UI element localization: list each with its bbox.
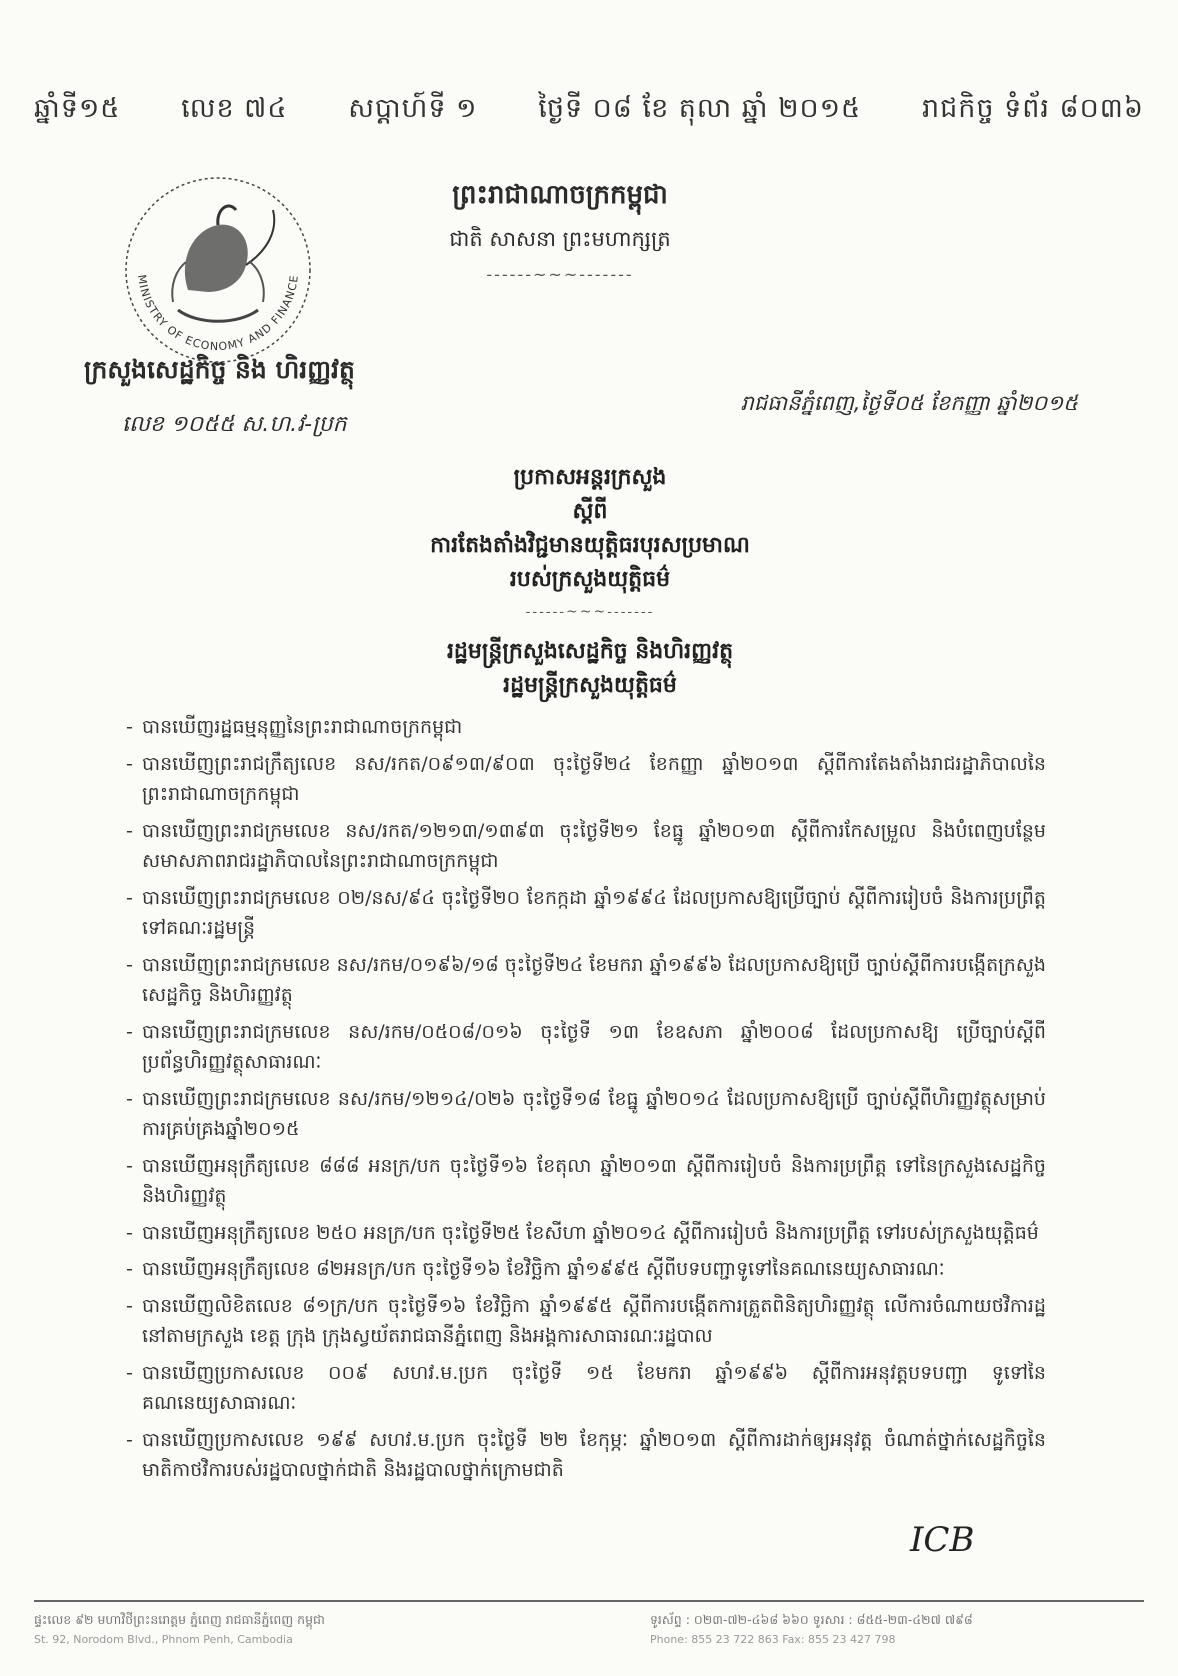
title-line-2: ស្តីពី (572, 498, 608, 524)
list-item: - បានឃើញប្រកាសលេខ ១៩៩ សហវ.ម.ប្រក ចុះថ្ងៃទី ២២ ខែកុម្ភៈ ឆ្នាំ២០១៣ ស្តីពីការដាក់ឲ្យអនុវត្ត ចំណាត់ថ្នាក់សេដ្ឋកិច្ចនៃមាតិកាថវិការបស់រដ្ឋបាលថ្នាក់ជាតិ និងរដ្ឋបាលថ្នាក់ក្រោមជាតិ (126, 1425, 1046, 1486)
ornament-divider: ------~~~------- (486, 265, 634, 284)
list-item: - បានឃើញលិខិតលេខ ៨១ក្រ/បក ចុះថ្ងៃទី១៦ ខែវិច្ឆិកា ឆ្នាំ១៩៩៥ ស្តីពីការបង្កើតការត្រួតពិនិត្យហិរញ្ញវត្ថុ លើការចំណាយថវិការដ្ឋ នៅតាមក្រសួង ខេត្ត ក្រុង ក្រុងស្វយ័តរាជធានីភ្នំពេញ និងអង្គការសាធារណៈរដ្ឋបាល (126, 1291, 1046, 1352)
clause-text: បានឃើញព្រះរាជក្រមលេខ នស/រកម/០១៩៦/១៨ ចុះថ្ងៃទី២៤ ខែមករា ឆ្នាំ១៩៩៦ ដែលប្រកាសឱ្យប្រើ ច្បាប់ស្តីពីការបង្កើតក្រសួងសេដ្ឋកិច្ច និងហិរញ្ញវត្ថុ (142, 953, 1046, 1006)
gazette-issue: លេខ ៧៤ (181, 93, 288, 124)
title-line-1: ប្រកាសអន្តរក្រសួង (513, 464, 667, 490)
clause-text: បានឃើញព្រះរាជក្រមលេខ នស/រកម/០៥០៨/០១៦ ចុះថ្ងៃទី ១៣ ខែឧសភា ឆ្នាំ២០០៨ ដែលប្រកាសឱ្យ ប្រើច្បាប់ស្តីពីប្រព័ន្ធហិរញ្ញវត្ថុសាធារណៈ (142, 1020, 1046, 1073)
footer-address-en: St. 92, Norodom Blvd., Phnom Penh, Cambodia (34, 1633, 293, 1646)
list-item: - បានឃើញរដ្ឋធម្មនុញ្ញនៃព្រះរាជាណាចក្រកម្ពុជា (126, 712, 1046, 743)
list-item: - បានឃើញព្រះរាជក្រមលេខ នស/រកម/០១៩៦/១៨ ចុះថ្ងៃទី២៤ ខែមករា ឆ្នាំ១៩៩៦ ដែលប្រកាសឱ្យប្រើ ច្បាប់ស្តីពីការបង្កើតក្រសួងសេដ្ឋកិច្ច និងហិរញ្ញវត្ថុ (126, 950, 1046, 1011)
ministry-seal (118, 170, 318, 370)
clause-text: បានឃើញព្រះរាជក្រឹត្យលេខ នស/រកត/០៩១៣/៩០៣ ចុះថ្ងៃទី២៤ ខែកញ្ញា ឆ្នាំ២០១៣ ស្តីពីការតែងតាំងរាជរដ្ឋាភិបាលនៃព្រះរាជាណាចក្រកម្ពុជា (142, 752, 1046, 805)
gazette-year: ឆ្នាំទី១៥ (34, 93, 121, 124)
gazette-week: សប្តាហ៍ទី ១ (348, 93, 478, 124)
clause-text: បានឃើញព្រះរាជក្រមលេខ ០២/នស/៩៤ ចុះថ្ងៃទី២០ ខែកក្កដា ឆ្នាំ១៩៩៤ ដែលប្រកាសឱ្យប្រើច្បាប់ ស្តីពីការរៀបចំ និងការប្រព្រឹត្តទៅគណៈរដ្ឋមន្ត្រី (142, 886, 1046, 939)
clause-text: បានឃើញព្រះរាជក្រមលេខ នស/រកម/១២១៤/០២៦ ចុះថ្ងៃទី១៨ ខែធ្នូ ឆ្នាំ២០១៤ ដែលប្រកាសឱ្យប្រើ ច្បាប់ស្តីពីហិរញ្ញវត្ថុសម្រាប់ការគ្រប់គ្រងឆ្នាំ២០១៥ (142, 1087, 1046, 1140)
list-item: - បានឃើញព្រះរាជក្រឹត្យលេខ នស/រកត/០៩១៣/៩០៣ ចុះថ្ងៃទី២៤ ខែកញ្ញា ឆ្នាំ២០១៣ ស្តីពីការតែងតាំងរាជរដ្ឋាភិបាលនៃព្រះរាជាណាចក្រកម្ពុជា (126, 749, 1046, 810)
clause-text: បានឃើញអនុក្រឹត្យលេខ ៨២អនក្រ/បក ចុះថ្ងៃទី១៦ ខែវិច្ឆិកា ឆ្នាំ១៩៩៥ ស្តីពីបទបញ្ជាទូទៅនៃគណនេយ្យសាធារណៈ (142, 1258, 945, 1280)
title-ornament: ------~~~------- (525, 604, 655, 620)
clause-text: បានឃើញលិខិតលេខ ៨១ក្រ/បក ចុះថ្ងៃទី១៦ ខែវិច្ឆិកា ឆ្នាំ១៩៩៥ ស្តីពីការបង្កើតការត្រួតពិនិត្យហិរញ្ញវត្ថុ លើការចំណាយថវិការដ្ឋ នៅតាមក្រសួង ខេត្ត ក្រុង ក្រុងស្វយ័តរាជធានីភ្នំពេញ និងអង្គការសាធារណៈរដ្ឋបាល (142, 1294, 1046, 1347)
list-item: - បានឃើញព្រះរាជក្រមលេខ ០២/នស/៩៤ ចុះថ្ងៃទី២០ ខែកក្កដា ឆ្នាំ១៩៩៤ ដែលប្រកាសឱ្យប្រើច្បាប់ ស្តីពីការរៀបចំ និងការប្រព្រឹត្តទៅគណៈរដ្ឋមន្ត្រី (126, 883, 1046, 944)
ministry-name: ក្រសួងសេដ្ឋកិច្ច និង ហិរញ្ញវត្ថុ (84, 355, 355, 384)
clause-text: បានឃើញអនុក្រឹត្យលេខ ៨៨៨ អនក្រ/បក ចុះថ្ងៃទី១៦ ខែតុលា ឆ្នាំ២០១៣ ស្តីពីការរៀបចំ និងការប្រព្រឹត្ត ទៅនៃក្រសួងសេដ្ឋកិច្ច និងហិរញ្ញវត្ថុ (142, 1154, 1046, 1207)
footer-address-km: ផ្ទះលេខ ៩២ មហាវិថីព្រះនរោត្តម ភ្នំពេញ រាជធានីភ្នំពេញ កម្ពុជា (34, 1612, 325, 1627)
minister-line-1: រដ្ឋមន្ត្រីក្រសួងសេដ្ឋកិច្ច និងហិរញ្ញវត្ថុ (446, 638, 734, 664)
clause-text: បានឃើញព្រះរាជក្រមលេខ នស/រកត/១២១៣/១៣៩៣ ចុះថ្ងៃទី២១ ខែធ្នូ ឆ្នាំ២០១៣ ស្តីពីការកែសម្រួល និងបំពេញបន្ថែមសមាសភាពរាជរដ្ឋាភិបាលនៃព្រះរាជាណាចក្រកម្ពុជា (142, 819, 1046, 872)
seal-text: MINISTRY OF ECONOMY AND FINANCE (135, 273, 301, 354)
clause-text: បានឃើញរដ្ឋធម្មនុញ្ញនៃព្រះរាជាណាចក្រកម្ពុជា (142, 716, 463, 738)
list-item: - បានឃើញព្រះរាជក្រមលេខ នស/រកម/១២១៤/០២៦ ចុះថ្ងៃទី១៨ ខែធ្នូ ឆ្នាំ២០១៤ ដែលប្រកាសឱ្យប្រើ ច្បាប់ស្តីពីហិរញ្ញវត្ថុសម្រាប់ការគ្រប់គ្រងឆ្នាំ២០១៥ (126, 1084, 1046, 1145)
gazette-page: រាជកិច្ច ទំព័រ ៨០៣៦ (921, 93, 1144, 124)
clause-text: បានឃើញអនុក្រឹត្យលេខ ២៥០ អនក្រ/បក ចុះថ្ងៃទី២៥ ខែសីហា ឆ្នាំ២០១៤ ស្តីពីការរៀបចំ និងការប្រព្រឹត្ត ទៅរបស់ក្រសួងយុត្តិធម៌ (142, 1221, 1039, 1244)
list-item: - បានឃើញអនុក្រឹត្យលេខ ៨៨៨ អនក្រ/បក ចុះថ្ងៃទី១៦ ខែតុលា ឆ្នាំ២០១៣ ស្តីពីការរៀបចំ និងការប្រព្រឹត្ត ទៅនៃក្រសួងសេដ្ឋកិច្ច និងហិរញ្ញវត្ថុ (126, 1151, 1046, 1212)
clause-text: បានឃើញប្រកាសលេខ ០០៩ សហវ.ម.ប្រក ចុះថ្ងៃទី ១៥ ខែមករា ឆ្នាំ១៩៩៦ ស្តីពីការអនុវត្តបទបញ្ជា ទូទៅនៃគណនេយ្យសាធារណៈ (142, 1361, 1046, 1414)
clause-text: បានឃើញប្រកាសលេខ ១៩៩ សហវ.ម.ប្រក ចុះថ្ងៃទី ២២ ខែកុម្ភៈ ឆ្នាំ២០១៣ ស្តីពីការដាក់ឲ្យអនុវត្ត ចំណាត់ថ្នាក់សេដ្ឋកិច្ចនៃមាតិកាថវិការបស់រដ្ឋបាលថ្នាក់ជាតិ និងរដ្ឋបាលថ្នាក់ក្រោមជាតិ (142, 1428, 1046, 1481)
list-item: - បានឃើញព្រះរាជក្រមលេខ នស/រកម/០៥០៨/០១៦ ចុះថ្ងៃទី ១៣ ខែឧសភា ឆ្នាំ២០០៨ ដែលប្រកាសឱ្យ ប្រើច្បាប់ស្តីពីប្រព័ន្ធហិរញ្ញវត្ថុសាធារណៈ (126, 1017, 1046, 1078)
footer-phone-km: ទូរស័ព្ទ : ០២៣-៧២-៤៦៨ ៦៦០ ទូរសារ : ៨៥៥-២៣-៤២៧ ៧៩៨ (650, 1612, 973, 1627)
signature-initials: ICB (910, 1520, 975, 1560)
list-item: - បានឃើញប្រកាសលេខ ០០៩ សហវ.ម.ប្រក ចុះថ្ងៃទី ១៥ ខែមករា ឆ្នាំ១៩៩៦ ស្តីពីការអនុវត្តបទបញ្ជា ទូទៅនៃគណនេយ្យសាធារណៈ (126, 1358, 1046, 1419)
place-date: រាជធានីភ្នំពេញ,ថ្ងៃទី០៥ ខែកញ្ញា ឆ្នាំ២០១៥ (740, 391, 1078, 415)
list-item: - បានឃើញអនុក្រឹត្យលេខ ២៥០ អនក្រ/បក ចុះថ្ងៃទី២៥ ខែសីហា ឆ្នាំ២០១៤ ស្តីពីការរៀបចំ និងការប្រព្រឹត្ត ទៅរបស់ក្រសួងយុត្តិធម៌ (126, 1218, 1046, 1249)
seal-emblem-icon (118, 170, 318, 370)
gazette-date: ថ្ងៃទី ០៨ ខែ តុលា ឆ្នាំ ២០១៥ (538, 93, 862, 124)
footer-phone-en: Phone: 855 23 722 863 Fax: 855 23 427 798 (650, 1633, 896, 1646)
footer-contact (650, 1610, 973, 1650)
minister-line-2: រដ្ឋមន្ត្រីក្រសួងយុត្តិធម៌ (503, 672, 677, 698)
reference-number: លេខ ១០៥៥ ស.ហ.វ-ប្រក (122, 412, 347, 437)
footer-divider (34, 1600, 1144, 1602)
kingdom-title: ព្រះរាជាណាចក្រកម្ពុជា (452, 180, 668, 210)
kingdom-header (410, 178, 710, 284)
title-line-4: របស់ក្រសួងយុត្តិធម៌ (509, 566, 671, 592)
title-line-3: ការតែងតាំងវិជ្ជមានយុត្តិធរបុរសប្រមាណ (430, 532, 750, 558)
footer-address (34, 1610, 325, 1650)
considerations-list (126, 712, 1046, 1492)
list-item: - បានឃើញព្រះរាជក្រមលេខ នស/រកត/១២១៣/១៣៩៣ ចុះថ្ងៃទី២១ ខែធ្នូ ឆ្នាំ២០១៣ ស្តីពីការកែសម្រួល និងបំពេញបន្ថែមសមាសភាពរាជរដ្ឋាភិបាលនៃព្រះរាជាណាចក្រកម្ពុជា (126, 816, 1046, 877)
list-item: - បានឃើញអនុក្រឹត្យលេខ ៨២អនក្រ/បក ចុះថ្ងៃទី១៦ ខែវិច្ឆិកា ឆ្នាំ១៩៩៥ ស្តីពីបទបញ្ជាទូទៅនៃគណនេយ្យសាធារណៈ (126, 1254, 1046, 1285)
gazette-header (34, 92, 1144, 131)
kingdom-motto: ជាតិ សាសនា ព្រះមហាក្សត្រ (449, 227, 671, 251)
document-titles (300, 460, 880, 702)
